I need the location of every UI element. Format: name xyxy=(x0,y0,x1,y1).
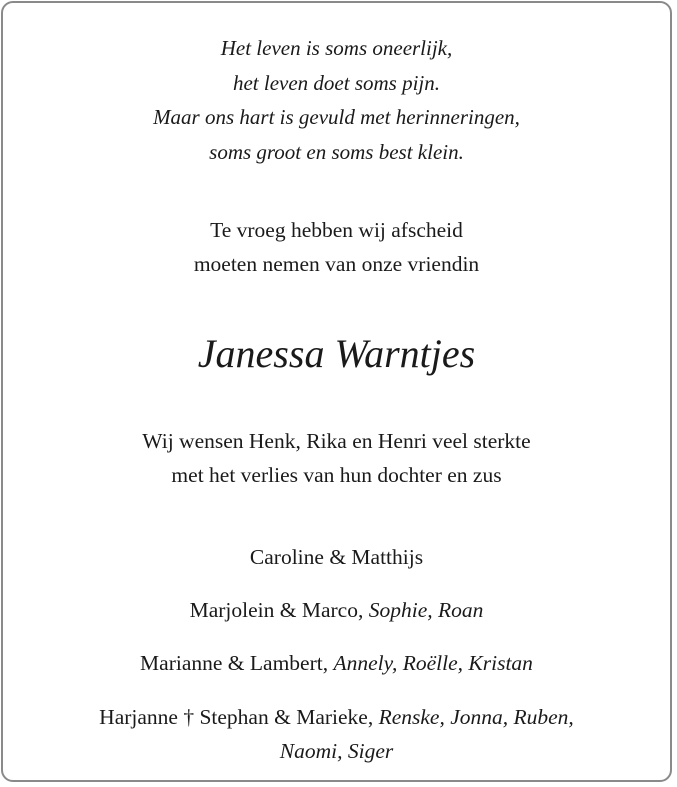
signer-adults: Caroline & Matthijs xyxy=(249,545,424,569)
wish-text xyxy=(3,424,670,492)
intro-line: Te vroeg hebben wij afscheid xyxy=(210,218,463,242)
intro-text xyxy=(3,213,670,281)
signer-line xyxy=(3,646,670,680)
deceased-name: Janessa Warntjes xyxy=(197,331,476,376)
poem-line: soms groot en soms best klein. xyxy=(209,139,464,164)
signer-children: Naomi, Siger xyxy=(279,739,394,763)
wish-line: met het verlies van hun dochter en zus xyxy=(171,463,502,487)
signer-children: Renske, Jonna, Ruben, xyxy=(378,705,574,729)
intro-line: moeten nemen van onze vriendin xyxy=(193,252,480,276)
signer-line xyxy=(3,540,670,574)
signer-adults: Marjolein & Marco, xyxy=(189,598,369,622)
condolence-card xyxy=(1,1,672,782)
poem-line: Maar ons hart is gevuld met herinneringen, xyxy=(153,105,520,129)
signer-adults: Marianne & Lambert, xyxy=(140,651,334,675)
signer-line xyxy=(3,593,670,627)
signer-children: Sophie, Roan xyxy=(368,598,484,622)
wish-line: Wij wensen Henk, Rika en Henri veel sterkte xyxy=(142,429,531,453)
signer-children: Annely, Roëlle, Kristan xyxy=(333,651,533,675)
signer-adults: Harjanne † Stephan & Marieke, xyxy=(99,705,379,729)
poem-line: Het leven is soms oneerlijk, xyxy=(220,36,453,60)
poem xyxy=(3,31,670,169)
signer-line xyxy=(3,700,670,734)
poem-line: het leven doet soms pijn. xyxy=(232,70,441,95)
signer-line-continued xyxy=(3,734,670,768)
